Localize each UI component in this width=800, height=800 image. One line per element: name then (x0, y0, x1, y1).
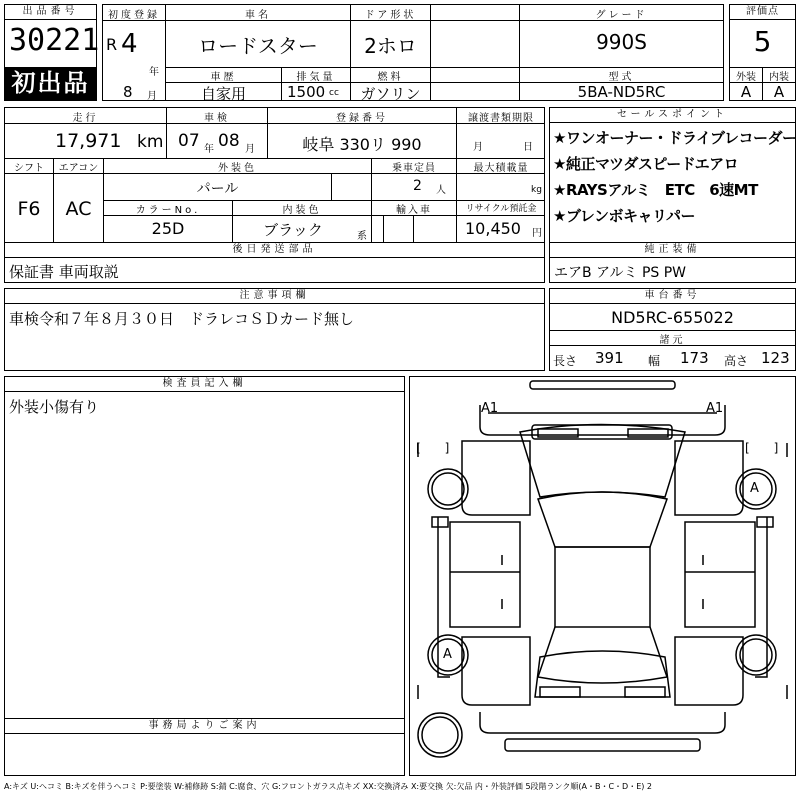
int-color-label: 内装色 (282, 205, 322, 216)
sales-point-1: ★ワンオーナー・ドライブレコーダー (553, 129, 797, 147)
grade: 990S (596, 30, 647, 54)
mark-front-left: A1 (481, 401, 499, 416)
length: 391 (595, 349, 624, 367)
genuine-equipment-label: 純正装備 (550, 243, 795, 258)
ext-color-label: 外装色 (218, 163, 257, 174)
notes-box (4, 288, 545, 371)
transfer-day-unit: 日 (523, 142, 533, 153)
door-label: ドア形状 (364, 10, 417, 21)
inspection-label: 車検 (204, 113, 230, 124)
height-label: 高さ (724, 354, 749, 368)
interior-label: 内装 (769, 72, 789, 83)
inspection-year-unit: 年 (204, 144, 214, 155)
first-listing-badge: 初出品 (5, 67, 96, 100)
sales-point-2: ★純正マツダスピードエアロ (553, 155, 739, 173)
car-name-label: 車名 (245, 10, 271, 21)
displacement-unit: cc (329, 88, 339, 98)
max-load-unit: kg (531, 185, 542, 195)
fuel: ガソリン (360, 85, 421, 103)
year-unit: 年 (149, 67, 159, 78)
sales-points-label: セールスポイント (550, 108, 795, 123)
length-label: 長さ (553, 354, 578, 368)
mark-left-rear-wheel: A (443, 647, 452, 662)
int-color: ブラック (263, 221, 323, 239)
genuine-equipment-value: エアB アルミ PS PW (554, 265, 687, 281)
mileage: 17,971 (55, 130, 122, 152)
chassis-box (549, 288, 796, 371)
notes-label: 注意事項欄 (5, 289, 544, 304)
chassis-number: ND5RC-655022 (611, 308, 734, 327)
width-label: 幅 (648, 354, 661, 368)
mark-front-right: A1 (706, 401, 724, 416)
ext-color: パール (196, 181, 239, 197)
era-prefix: R (106, 35, 118, 54)
transfer-label: 譲渡書類期限 (468, 113, 534, 124)
first-reg-label: 初度登録 (108, 10, 160, 21)
inspector-value: 外装小傷有り (9, 398, 100, 416)
int-color-unit: 系 (357, 231, 367, 242)
color-no-label: カラーNo. (135, 205, 201, 216)
lot-number-label: 出品番号 (5, 5, 96, 20)
genuine-equipment-box (549, 242, 796, 283)
capacity: 2 (413, 178, 422, 194)
height: 123 (761, 349, 790, 367)
sales-points-box (549, 107, 796, 243)
width: 173 (680, 349, 709, 367)
bracket-left: [ ] (416, 441, 450, 455)
capacity-unit: 人 (436, 185, 446, 196)
inspection-year: 07 (178, 131, 200, 151)
fuel-label: 燃料 (377, 72, 404, 83)
door-type: 2ホロ (364, 34, 417, 58)
sales-point-4: ★ブレンボキャリパー (553, 207, 696, 225)
import-label: 輸入車 (396, 205, 432, 216)
color-no: 25D (151, 219, 185, 238)
mileage-unit: km (137, 132, 164, 152)
car-diagram-box (409, 376, 796, 776)
transfer-month-unit: 月 (473, 142, 483, 153)
notes-value: 車検令和７年８月３０日 ドラレコＳＤカード無し (9, 310, 355, 328)
score-box (729, 4, 796, 101)
recycle-label: リサイクル預託金 (465, 204, 537, 214)
car-name: ロードスター (198, 34, 318, 58)
mileage-label: 走行 (72, 113, 99, 124)
plate: 岐阜 330リ 990 (302, 135, 422, 154)
office-label: 事務局よりご案内 (5, 719, 404, 734)
displacement: 1500 (287, 83, 326, 101)
reg-month: 8 (123, 83, 133, 101)
details-grid (4, 107, 545, 243)
grade-label: グレード (595, 10, 648, 21)
later-parts-value: 保証書 車両取説 (9, 263, 119, 281)
aircon-label: エアコン (58, 163, 99, 174)
shift-label: シフト (14, 163, 44, 174)
recycle-unit: 円 (532, 228, 542, 239)
bracket-right: [ ] (745, 441, 779, 455)
inspection-month-unit: 月 (245, 144, 255, 155)
exterior-label: 外装 (736, 72, 756, 83)
later-parts-label: 後日発送部品 (5, 243, 544, 258)
inspector-label: 検査員記入欄 (5, 377, 404, 392)
specs-label: 諸元 (659, 335, 686, 346)
displacement-label: 排気量 (296, 72, 336, 83)
model-code: 5BA-ND5RC (577, 83, 666, 101)
model-label: 型式 (608, 72, 635, 83)
inspection-month: 08 (218, 131, 240, 151)
lot-number: 30221 (9, 23, 100, 58)
aircon: AC (65, 198, 92, 220)
later-parts-box (4, 242, 545, 283)
chassis-label: 車台番号 (550, 289, 795, 304)
plate-label: 登録番号 (336, 113, 388, 124)
mark-right-front-wheel: A (750, 481, 759, 496)
max-load-label: 最大積載量 (473, 163, 529, 174)
exterior-grade: A (740, 83, 752, 101)
sales-point-3: ★RAYSアルミ ETC 6速MT (553, 181, 758, 199)
month-unit: 月 (147, 91, 157, 102)
office-box (4, 718, 405, 776)
history-label: 車歴 (210, 72, 237, 83)
shift: F6 (17, 198, 41, 220)
reg-year: 4 (121, 29, 138, 59)
capacity-label: 乗車定員 (392, 163, 436, 174)
interior-grade: A (773, 83, 785, 101)
car-diagram (410, 377, 795, 775)
score: 5 (753, 25, 772, 58)
history: 自家用 (200, 85, 246, 103)
vehicle-header (102, 4, 724, 101)
score-label: 評価点 (730, 5, 795, 20)
legend: A:キズ U:ヘコミ B:キズを伴うヘコミ P:要塗装 W:補修跡 S:錆 C:腐食、穴 G:フロントガラス点キズ XX:交換済み X:要交換 欠:欠品 内・外装評価 5段階ランク順(A・B・C・D・E) 2 (4, 782, 653, 791)
inspector-box (4, 376, 405, 719)
recycle-fee: 10,450 (465, 219, 521, 238)
lot-number-box (4, 4, 100, 101)
